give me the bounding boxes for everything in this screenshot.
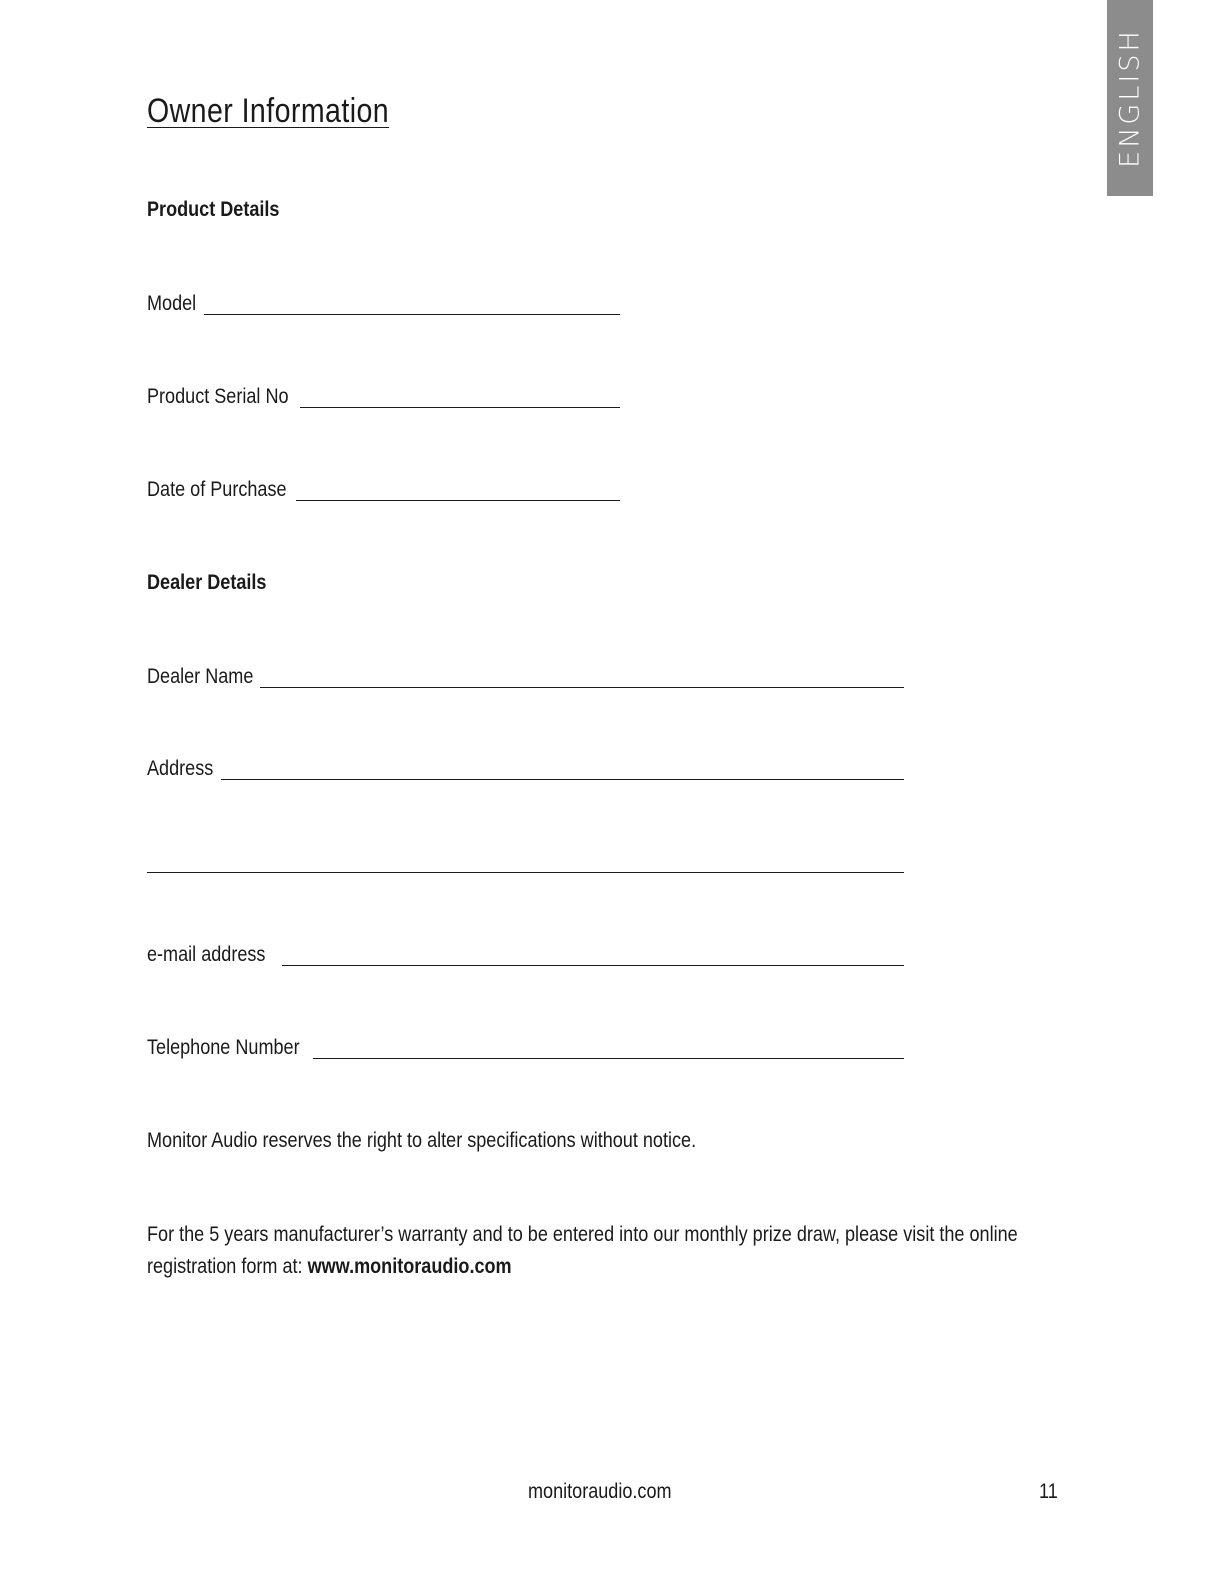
serial-number-input-line[interactable]	[300, 407, 620, 408]
language-tab	[1107, 0, 1153, 196]
address-label: Address	[147, 757, 214, 780]
specifications-notice: Monitor Audio reserves the right to alter specifications without notice.	[147, 1129, 697, 1152]
email-label: e-mail address	[147, 943, 266, 966]
email-field[interactable]	[147, 943, 904, 967]
warranty-text	[147, 1219, 1018, 1283]
model-label: Model	[147, 292, 197, 315]
purchase-date-field[interactable]	[147, 478, 620, 502]
dealer-name-label: Dealer Name	[147, 665, 254, 688]
page-number: 11	[1039, 1480, 1058, 1503]
purchase-date-label: Date of Purchase	[147, 478, 287, 501]
language-tab-label: ENGLISH	[1114, 28, 1146, 168]
warranty-line-2-prefix: registration form at:	[147, 1255, 308, 1278]
address-field[interactable]	[147, 757, 904, 781]
product-details-heading: Product Details	[147, 198, 280, 221]
telephone-input-line[interactable]	[313, 1058, 904, 1059]
address-second-line-field[interactable]	[147, 850, 904, 874]
serial-number-field[interactable]	[147, 385, 620, 409]
email-input-line[interactable]	[282, 965, 904, 966]
warranty-line-1: For the 5 years manufacturer’s warranty and to be entered into our monthly prize draw, please visit the online	[147, 1223, 1018, 1246]
serial-number-label: Product Serial No	[147, 385, 289, 408]
dealer-name-input-line[interactable]	[260, 687, 904, 688]
address-second-input-line[interactable]	[147, 872, 904, 873]
dealer-name-field[interactable]	[147, 665, 904, 689]
dealer-details-heading: Dealer Details	[147, 571, 267, 594]
address-input-line[interactable]	[221, 779, 904, 780]
registration-url-link[interactable]: www.monitoraudio.com	[307, 1255, 512, 1278]
model-input-line[interactable]	[204, 314, 620, 315]
purchase-date-input-line[interactable]	[296, 500, 620, 501]
telephone-label: Telephone Number	[147, 1036, 300, 1059]
page-title: Owner Information	[147, 92, 390, 130]
telephone-field[interactable]	[147, 1036, 904, 1060]
model-field[interactable]	[147, 292, 620, 316]
footer-website: monitoraudio.com	[528, 1480, 672, 1503]
